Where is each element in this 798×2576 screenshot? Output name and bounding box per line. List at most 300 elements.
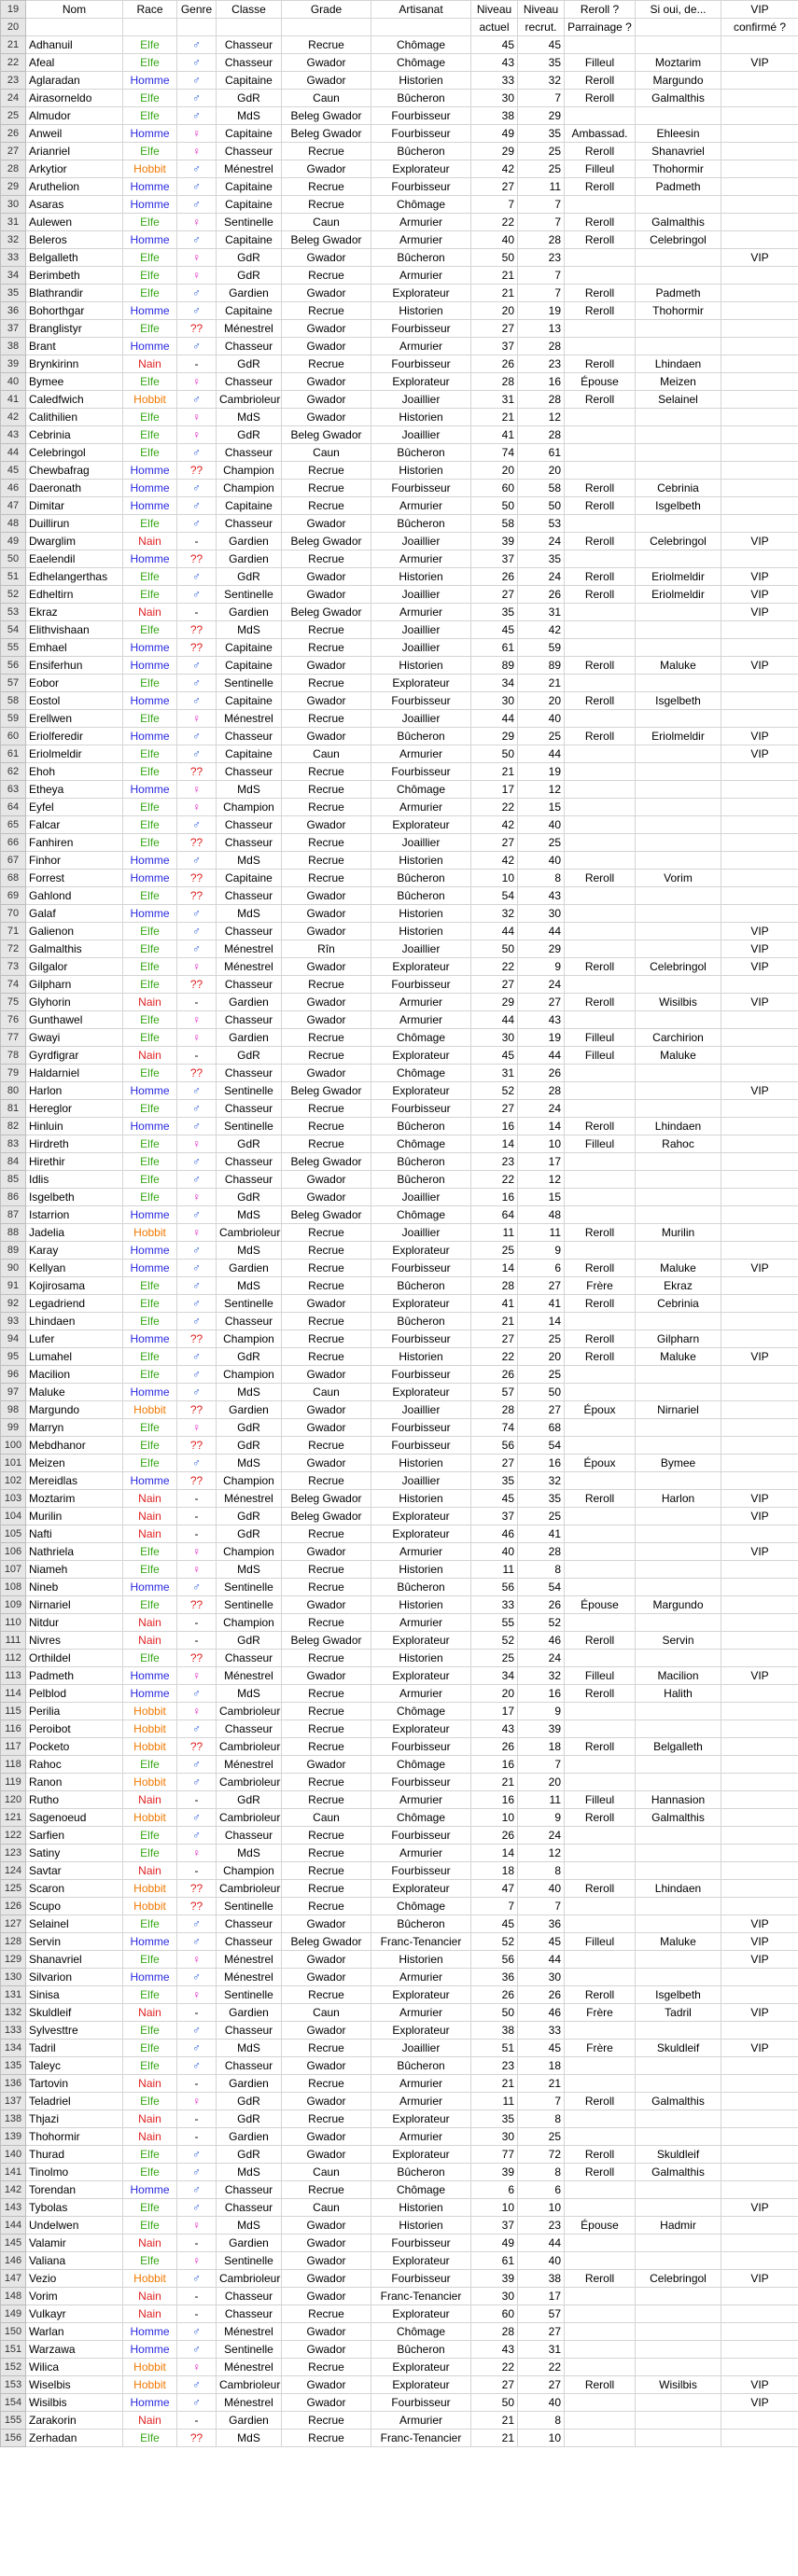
cell-vip[interactable]: VIP (721, 2270, 798, 2288)
cell-grade[interactable]: Recrue (282, 2305, 371, 2323)
cell-race[interactable]: Elfe (123, 36, 177, 54)
cell-genre[interactable]: ♂ (177, 480, 217, 497)
row-header[interactable]: 45 (1, 462, 26, 480)
cell-race[interactable]: Nain (123, 1490, 177, 1508)
cell-nom[interactable]: Valiana (26, 2252, 123, 2270)
row-header[interactable]: 150 (1, 2323, 26, 2341)
cell-grade[interactable]: Recrue (282, 1845, 371, 1862)
cell-si-oui-de[interactable] (636, 1579, 721, 1596)
cell-vip[interactable] (721, 1632, 798, 1650)
cell-artisanat[interactable]: Armurier (371, 2128, 471, 2146)
cell-vip[interactable] (721, 1614, 798, 1632)
row-header[interactable]: 92 (1, 1295, 26, 1313)
cell-niveau-actuel[interactable]: 30 (471, 2288, 518, 2305)
cell-niveau-recrut[interactable]: recrut. (518, 19, 565, 36)
cell-vip[interactable] (721, 1809, 798, 1827)
cell-artisanat[interactable]: Historien (371, 1455, 471, 1472)
cell-nom[interactable]: Sinisa (26, 1986, 123, 2004)
row-header[interactable]: 38 (1, 338, 26, 355)
cell-si-oui-de[interactable] (636, 36, 721, 54)
cell-grade[interactable]: Grade (282, 1, 371, 19)
cell-nom[interactable]: Adhanuil (26, 36, 123, 54)
cell-genre[interactable]: ♀ (177, 409, 217, 426)
cell-artisanat[interactable]: Fourbisseur (371, 1437, 471, 1455)
cell-si-oui-de[interactable]: Thohormir (636, 160, 721, 178)
cell-race[interactable]: Hobbit (123, 1224, 177, 1242)
cell-genre[interactable]: ♂ (177, 1455, 217, 1472)
cell-classe[interactable]: Chasseur (217, 1171, 282, 1189)
cell-niveau-recrut[interactable]: 40 (518, 1880, 565, 1898)
cell-genre[interactable]: ♀ (177, 799, 217, 816)
cell-si-oui-de[interactable] (636, 1171, 721, 1189)
row-header[interactable]: 69 (1, 887, 26, 905)
cell-si-oui-de[interactable] (636, 107, 721, 125)
cell-si-oui-de[interactable]: Galmalthis (636, 214, 721, 231)
cell-reroll[interactable] (565, 1384, 636, 1401)
cell-reroll[interactable] (565, 338, 636, 355)
cell-nom[interactable]: Belgalleth (26, 249, 123, 267)
cell-niveau-recrut[interactable]: 25 (518, 1508, 565, 1525)
cell-reroll[interactable] (565, 781, 636, 799)
cell-grade[interactable]: Gwador (282, 2146, 371, 2164)
cell-niveau-recrut[interactable]: 20 (518, 462, 565, 480)
cell-classe[interactable]: Gardien (217, 285, 282, 302)
row-header[interactable]: 23 (1, 72, 26, 90)
cell-grade[interactable]: Beleg Gwador (282, 604, 371, 621)
cell-niveau-actuel[interactable]: 50 (471, 940, 518, 958)
cell-nom[interactable]: Gilpharn (26, 976, 123, 994)
cell-niveau-recrut[interactable]: 25 (518, 728, 565, 745)
cell-genre[interactable]: ♂ (177, 2022, 217, 2040)
cell-niveau-actuel[interactable]: 25 (471, 1242, 518, 1260)
cell-genre[interactable]: - (177, 2075, 217, 2093)
cell-niveau-recrut[interactable]: 16 (518, 1455, 565, 1472)
cell-reroll[interactable] (565, 1898, 636, 1915)
cell-niveau-recrut[interactable]: 9 (518, 958, 565, 976)
cell-nom[interactable]: Savtar (26, 1862, 123, 1880)
cell-race[interactable]: Nain (123, 2305, 177, 2323)
cell-si-oui-de[interactable] (636, 1650, 721, 1667)
cell-niveau-recrut[interactable]: 14 (518, 1313, 565, 1330)
cell-reroll[interactable] (565, 1543, 636, 1561)
cell-vip[interactable] (721, 1738, 798, 1756)
cell-genre[interactable]: ♀ (177, 267, 217, 285)
cell-nom[interactable]: Fanhiren (26, 834, 123, 852)
cell-race[interactable]: Hobbit (123, 391, 177, 409)
cell-niveau-actuel[interactable]: 34 (471, 1667, 518, 1685)
cell-classe[interactable]: GdR (217, 249, 282, 267)
cell-nom[interactable]: Lufer (26, 1330, 123, 1348)
cell-niveau-recrut[interactable]: 36 (518, 1915, 565, 1933)
cell-artisanat[interactable]: Armurier (371, 604, 471, 621)
cell-vip[interactable] (721, 834, 798, 852)
cell-niveau-actuel[interactable]: 43 (471, 54, 518, 72)
cell-niveau-recrut[interactable]: 9 (518, 1809, 565, 1827)
cell-grade[interactable]: Gwador (282, 160, 371, 178)
cell-niveau-recrut[interactable]: 8 (518, 870, 565, 887)
cell-si-oui-de[interactable]: Lhindaen (636, 1880, 721, 1898)
cell-reroll[interactable] (565, 1915, 636, 1933)
cell-vip[interactable] (721, 2341, 798, 2359)
cell-artisanat[interactable]: Historien (371, 852, 471, 870)
cell-nom[interactable]: Hirethir (26, 1153, 123, 1171)
cell-race[interactable]: Elfe (123, 1153, 177, 1171)
cell-grade[interactable]: Gwador (282, 54, 371, 72)
cell-vip[interactable] (721, 515, 798, 533)
cell-race[interactable]: Homme (123, 1685, 177, 1703)
row-header[interactable]: 20 (1, 19, 26, 36)
cell-artisanat[interactable]: Fourbisseur (371, 480, 471, 497)
cell-artisanat[interactable]: Fourbisseur (371, 178, 471, 196)
cell-nom[interactable]: Etheya (26, 781, 123, 799)
cell-niveau-actuel[interactable]: 29 (471, 728, 518, 745)
cell-grade[interactable]: Gwador (282, 1756, 371, 1774)
row-header[interactable]: 142 (1, 2181, 26, 2199)
cell-artisanat[interactable]: Chômage (371, 1756, 471, 1774)
cell-si-oui-de[interactable]: Eriolmeldir (636, 586, 721, 604)
cell-genre[interactable]: ♂ (177, 2341, 217, 2359)
cell-si-oui-de[interactable]: Lhindaen (636, 1118, 721, 1135)
cell-niveau-recrut[interactable]: 16 (518, 373, 565, 391)
cell-artisanat[interactable]: Bûcheron (371, 870, 471, 887)
cell-nom[interactable]: Celebringol (26, 444, 123, 462)
row-header[interactable]: 143 (1, 2199, 26, 2217)
cell-race[interactable]: Elfe (123, 1171, 177, 1189)
cell-niveau-actuel[interactable]: 28 (471, 1277, 518, 1295)
cell-genre[interactable]: ♂ (177, 2040, 217, 2057)
cell-classe[interactable]: Gardien (217, 2235, 282, 2252)
cell-artisanat[interactable]: Explorateur (371, 2252, 471, 2270)
cell-reroll[interactable] (565, 2110, 636, 2128)
cell-niveau-recrut[interactable]: 58 (518, 480, 565, 497)
cell-vip[interactable] (721, 675, 798, 692)
cell-niveau-recrut[interactable]: 27 (518, 994, 565, 1011)
cell-niveau-recrut[interactable]: 52 (518, 1614, 565, 1632)
row-header[interactable]: 136 (1, 2075, 26, 2093)
cell-niveau-recrut[interactable]: 7 (518, 267, 565, 285)
cell-nom[interactable]: Ekraz (26, 604, 123, 621)
cell-classe[interactable]: Cambrioleur (217, 1224, 282, 1242)
cell-niveau-recrut[interactable]: 10 (518, 2199, 565, 2217)
cell-grade[interactable]: Recrue (282, 1525, 371, 1543)
cell-niveau-recrut[interactable]: 21 (518, 2075, 565, 2093)
cell-vip[interactable]: VIP (721, 1915, 798, 1933)
cell-grade[interactable]: Gwador (282, 568, 371, 586)
cell-niveau-actuel[interactable]: 35 (471, 1472, 518, 1490)
cell-classe[interactable]: Ménestrel (217, 958, 282, 976)
cell-grade[interactable]: Gwador (282, 391, 371, 409)
cell-nom[interactable]: Elithvishaan (26, 621, 123, 639)
cell-niveau-recrut[interactable]: 8 (518, 2110, 565, 2128)
cell-niveau-recrut[interactable]: 24 (518, 1100, 565, 1118)
row-header[interactable]: 53 (1, 604, 26, 621)
cell-genre[interactable]: ♂ (177, 923, 217, 940)
cell-nom[interactable]: Zarakorin (26, 2412, 123, 2430)
cell-reroll[interactable] (565, 1472, 636, 1490)
cell-reroll[interactable] (565, 2394, 636, 2412)
cell-artisanat[interactable]: Chômage (371, 1206, 471, 1224)
cell-si-oui-de[interactable]: Ekraz (636, 1277, 721, 1295)
cell-vip[interactable] (721, 799, 798, 816)
cell-reroll[interactable] (565, 1082, 636, 1100)
row-header[interactable]: 32 (1, 231, 26, 249)
row-header[interactable]: 148 (1, 2288, 26, 2305)
cell-grade[interactable]: Recrue (282, 834, 371, 852)
cell-niveau-recrut[interactable]: 28 (518, 426, 565, 444)
cell-classe[interactable]: Ménestrel (217, 2323, 282, 2341)
cell-classe[interactable]: GdR (217, 2093, 282, 2110)
cell-si-oui-de[interactable] (636, 1614, 721, 1632)
cell-nom[interactable]: Eaelendil (26, 550, 123, 568)
cell-artisanat[interactable]: Explorateur (371, 1384, 471, 1401)
cell-race[interactable]: Elfe (123, 409, 177, 426)
row-header[interactable]: 151 (1, 2341, 26, 2359)
cell-genre[interactable]: ?? (177, 1437, 217, 1455)
cell-vip[interactable]: VIP (721, 1, 798, 19)
cell-vip[interactable]: VIP (721, 994, 798, 1011)
cell-classe[interactable]: Sentinelle (217, 2341, 282, 2359)
cell-artisanat[interactable]: Armurier (371, 1845, 471, 1862)
cell-si-oui-de[interactable]: Celebringol (636, 533, 721, 550)
cell-genre[interactable]: ♀ (177, 2252, 217, 2270)
cell-niveau-recrut[interactable]: Niveau (518, 1, 565, 19)
cell-race[interactable]: Elfe (123, 320, 177, 338)
row-header[interactable]: 28 (1, 160, 26, 178)
cell-niveau-actuel[interactable]: 27 (471, 2376, 518, 2394)
cell-artisanat[interactable]: Armurier (371, 497, 471, 515)
cell-niveau-recrut[interactable]: 72 (518, 2146, 565, 2164)
cell-classe[interactable]: Gardien (217, 604, 282, 621)
cell-niveau-actuel[interactable]: 22 (471, 958, 518, 976)
cell-reroll[interactable]: Reroll (565, 355, 636, 373)
row-header[interactable]: 73 (1, 958, 26, 976)
cell-vip[interactable] (721, 2217, 798, 2235)
cell-niveau-recrut[interactable]: 61 (518, 444, 565, 462)
cell-niveau-actuel[interactable]: 10 (471, 2199, 518, 2217)
cell-niveau-recrut[interactable]: 39 (518, 1720, 565, 1738)
cell-race[interactable]: Hobbit (123, 1738, 177, 1756)
cell-genre[interactable]: ♀ (177, 1845, 217, 1862)
cell-classe[interactable]: Chasseur (217, 143, 282, 160)
cell-grade[interactable]: Caun (282, 2164, 371, 2181)
cell-niveau-recrut[interactable]: 35 (518, 550, 565, 568)
cell-niveau-recrut[interactable]: 44 (518, 1047, 565, 1065)
cell-genre[interactable]: ♂ (177, 36, 217, 54)
cell-artisanat[interactable]: Explorateur (371, 1720, 471, 1738)
cell-niveau-actuel[interactable]: 14 (471, 1845, 518, 1862)
cell-grade[interactable]: Beleg Gwador (282, 1490, 371, 1508)
cell-artisanat[interactable]: Franc-Tenancier (371, 2288, 471, 2305)
row-header[interactable]: 130 (1, 1969, 26, 1986)
cell-vip[interactable] (721, 1579, 798, 1596)
cell-classe[interactable]: Cambrioleur (217, 1703, 282, 1720)
row-header[interactable]: 118 (1, 1756, 26, 1774)
cell-artisanat[interactable]: Explorateur (371, 2305, 471, 2323)
cell-artisanat[interactable]: Bûcheron (371, 444, 471, 462)
cell-vip[interactable] (721, 231, 798, 249)
cell-race[interactable]: Homme (123, 72, 177, 90)
cell-nom[interactable]: Zerhadan (26, 2430, 123, 2447)
cell-si-oui-de[interactable] (636, 1242, 721, 1260)
cell-si-oui-de[interactable]: Wisilbis (636, 2376, 721, 2394)
cell-niveau-recrut[interactable]: 27 (518, 2376, 565, 2394)
cell-grade[interactable]: Rîn (282, 940, 371, 958)
cell-reroll[interactable] (565, 2288, 636, 2305)
cell-si-oui-de[interactable]: Maluke (636, 657, 721, 675)
row-header[interactable]: 120 (1, 1791, 26, 1809)
cell-genre[interactable]: ?? (177, 763, 217, 781)
row-header[interactable]: 135 (1, 2057, 26, 2075)
cell-grade[interactable]: Caun (282, 1384, 371, 1401)
cell-race[interactable]: Homme (123, 338, 177, 355)
cell-niveau-actuel[interactable]: 52 (471, 1082, 518, 1100)
cell-vip[interactable] (721, 710, 798, 728)
cell-race[interactable]: Homme (123, 550, 177, 568)
cell-genre[interactable]: ♂ (177, 1756, 217, 1774)
cell-artisanat[interactable]: Armurier (371, 2004, 471, 2022)
cell-nom[interactable]: Calithilien (26, 409, 123, 426)
row-header[interactable]: 55 (1, 639, 26, 657)
row-header[interactable]: 127 (1, 1915, 26, 1933)
cell-reroll[interactable]: Reroll (565, 1348, 636, 1366)
row-header[interactable]: 103 (1, 1490, 26, 1508)
cell-reroll[interactable] (565, 1756, 636, 1774)
cell-nom[interactable]: Airasorneldo (26, 90, 123, 107)
cell-nom[interactable]: Blathrandir (26, 285, 123, 302)
cell-reroll[interactable]: Reroll (565, 2164, 636, 2181)
cell-reroll[interactable]: Frère (565, 1277, 636, 1295)
row-header[interactable]: 57 (1, 675, 26, 692)
cell-vip[interactable] (721, 444, 798, 462)
cell-race[interactable]: Homme (123, 2341, 177, 2359)
cell-genre[interactable]: - (177, 355, 217, 373)
cell-vip[interactable] (721, 1242, 798, 1260)
cell-si-oui-de[interactable]: Isgelbeth (636, 497, 721, 515)
cell-classe[interactable]: Gardien (217, 2075, 282, 2093)
cell-grade[interactable]: Gwador (282, 338, 371, 355)
row-header[interactable]: 24 (1, 90, 26, 107)
cell-genre[interactable]: - (177, 604, 217, 621)
cell-genre[interactable]: ♂ (177, 90, 217, 107)
cell-niveau-actuel[interactable]: 26 (471, 1986, 518, 2004)
cell-nom[interactable]: Maluke (26, 1384, 123, 1401)
cell-si-oui-de[interactable] (636, 1384, 721, 1401)
cell-vip[interactable] (721, 1153, 798, 1171)
cell-vip[interactable] (721, 2412, 798, 2430)
cell-grade[interactable]: Beleg Gwador (282, 533, 371, 550)
cell-vip[interactable]: VIP (721, 2376, 798, 2394)
cell-nom[interactable]: Warzawa (26, 2341, 123, 2359)
cell-si-oui-de[interactable] (636, 462, 721, 480)
cell-classe[interactable]: Champion (217, 1472, 282, 1490)
cell-grade[interactable]: Recrue (282, 870, 371, 887)
cell-race[interactable]: Homme (123, 852, 177, 870)
cell-race[interactable]: Homme (123, 1579, 177, 1596)
cell-classe[interactable]: Chasseur (217, 2199, 282, 2217)
cell-nom[interactable]: Edhelangerthas (26, 568, 123, 586)
cell-si-oui-de[interactable]: Moztarim (636, 54, 721, 72)
cell-race[interactable]: Homme (123, 1206, 177, 1224)
cell-grade[interactable]: Caun (282, 745, 371, 763)
cell-reroll[interactable]: Reroll (565, 533, 636, 550)
cell-classe[interactable]: Chasseur (217, 2305, 282, 2323)
cell-race[interactable]: Elfe (123, 1543, 177, 1561)
cell-classe[interactable]: GdR (217, 267, 282, 285)
row-header[interactable]: 51 (1, 568, 26, 586)
cell-grade[interactable]: Recrue (282, 1047, 371, 1065)
cell-race[interactable]: Homme (123, 125, 177, 143)
cell-classe[interactable]: GdR (217, 1348, 282, 1366)
cell-vip[interactable] (721, 1277, 798, 1295)
cell-vip[interactable] (721, 1366, 798, 1384)
cell-classe[interactable]: Capitaine (217, 657, 282, 675)
cell-niveau-actuel[interactable]: 16 (471, 1189, 518, 1206)
cell-race[interactable]: Elfe (123, 1596, 177, 1614)
cell-reroll[interactable] (565, 852, 636, 870)
cell-vip[interactable] (721, 285, 798, 302)
cell-grade[interactable]: Recrue (282, 267, 371, 285)
cell-vip[interactable] (721, 373, 798, 391)
cell-nom[interactable]: Galmalthis (26, 940, 123, 958)
cell-niveau-recrut[interactable]: 28 (518, 1543, 565, 1561)
cell-race[interactable]: Homme (123, 692, 177, 710)
cell-niveau-actuel[interactable]: 64 (471, 1206, 518, 1224)
cell-niveau-actuel[interactable]: actuel (471, 19, 518, 36)
cell-genre[interactable]: ♂ (177, 497, 217, 515)
cell-genre[interactable]: ?? (177, 2430, 217, 2447)
cell-niveau-actuel[interactable]: 26 (471, 355, 518, 373)
cell-genre[interactable]: ♀ (177, 958, 217, 976)
cell-race[interactable]: Homme (123, 462, 177, 480)
cell-si-oui-de[interactable]: Bymee (636, 1455, 721, 1472)
cell-reroll[interactable] (565, 2075, 636, 2093)
cell-vip[interactable] (721, 480, 798, 497)
cell-race[interactable]: Nain (123, 604, 177, 621)
cell-si-oui-de[interactable] (636, 1366, 721, 1384)
cell-si-oui-de[interactable] (636, 940, 721, 958)
cell-race[interactable]: Elfe (123, 373, 177, 391)
cell-grade[interactable]: Gwador (282, 816, 371, 834)
cell-grade[interactable]: Recrue (282, 1313, 371, 1330)
cell-genre[interactable]: ♂ (177, 2323, 217, 2341)
cell-race[interactable]: Nain (123, 1525, 177, 1543)
cell-nom[interactable]: Arianriel (26, 143, 123, 160)
cell-niveau-actuel[interactable]: 22 (471, 1348, 518, 1366)
cell-nom[interactable]: Afeal (26, 54, 123, 72)
cell-genre[interactable]: ?? (177, 834, 217, 852)
cell-artisanat[interactable]: Explorateur (371, 1986, 471, 2004)
cell-artisanat[interactable]: Historien (371, 1650, 471, 1667)
cell-classe[interactable]: Sentinelle (217, 675, 282, 692)
cell-niveau-actuel[interactable]: 30 (471, 692, 518, 710)
cell-vip[interactable] (721, 2146, 798, 2164)
cell-grade[interactable]: Recrue (282, 852, 371, 870)
cell-classe[interactable]: MdS (217, 1845, 282, 1862)
row-header[interactable]: 147 (1, 2270, 26, 2288)
row-header[interactable]: 39 (1, 355, 26, 373)
cell-si-oui-de[interactable] (636, 2430, 721, 2447)
cell-si-oui-de[interactable]: Hannasion (636, 1791, 721, 1809)
cell-niveau-recrut[interactable]: 53 (518, 515, 565, 533)
cell-niveau-recrut[interactable]: 22 (518, 2359, 565, 2376)
cell-si-oui-de[interactable] (636, 1951, 721, 1969)
cell-race[interactable]: Homme (123, 2323, 177, 2341)
cell-niveau-actuel[interactable]: 27 (471, 178, 518, 196)
cell-grade[interactable]: Gwador (282, 320, 371, 338)
cell-nom[interactable]: Padmeth (26, 1667, 123, 1685)
cell-genre[interactable]: ♂ (177, 1366, 217, 1384)
cell-reroll[interactable]: Reroll (565, 1490, 636, 1508)
